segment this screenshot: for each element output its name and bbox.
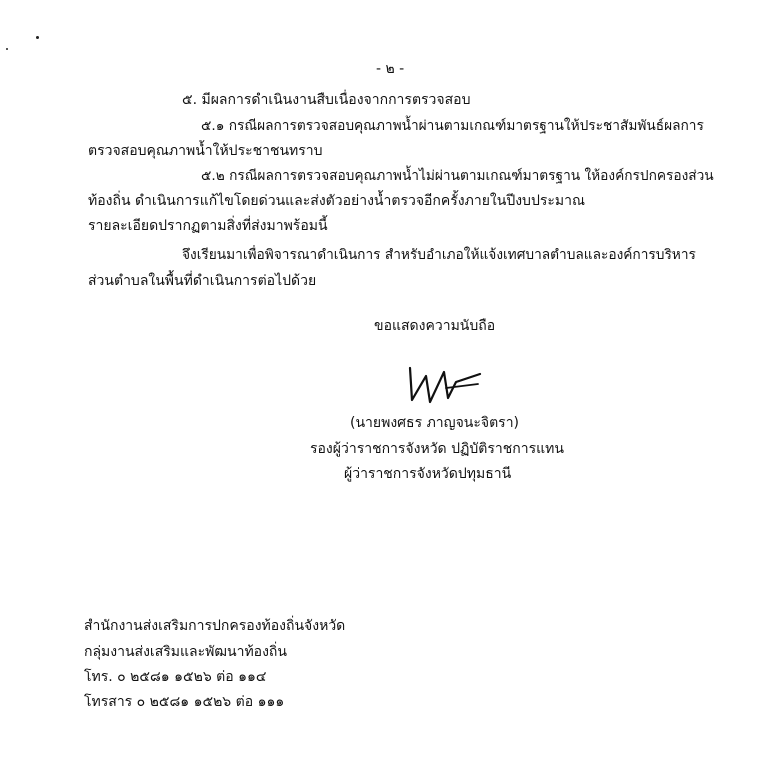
signature-mark bbox=[400, 362, 490, 412]
details-line: รายละเอียดปรากฏตามสิ่งที่ส่งมาพร้อมนี้ bbox=[88, 218, 328, 234]
item-5-2-line-2: ท้องถิ่น ดำเนินการแก้ไขโดยด่วนและส่งตัวอย่างน้ำตรวจอีกครั้งภายในปีงบประมาณ bbox=[88, 193, 585, 209]
item-5-2-line-1: ๕.๒ กรณีผลการตรวจสอบคุณภาพน้ำไม่ผ่านตามเกณฑ์มาตรฐาน ให้องค์กรปกครองส่วน bbox=[201, 168, 714, 184]
scan-speck bbox=[36, 36, 39, 39]
closing-paragraph-line-1: จึงเรียนมาเพื่อพิจารณาดำเนินการ สำหรับอำเภอให้แจ้งเทศบาลตำบลและองค์การบริหาร bbox=[182, 247, 696, 263]
item-5-1-line-1: ๕.๑ กรณีผลการตรวจสอบคุณภาพน้ำผ่านตามเกณฑ์มาตรฐานให้ประชาสัมพันธ์ผลการ bbox=[201, 118, 704, 134]
footer-phone: โทร. ๐ ๒๕๘๑ ๑๕๒๖ ต่อ ๑๑๔ bbox=[84, 669, 267, 685]
item-5-1-line-2: ตรวจสอบคุณภาพน้ำให้ประชาชนทราบ bbox=[88, 143, 323, 159]
footer-fax: โทรสาร ๐ ๒๕๘๑ ๑๕๒๖ ต่อ ๑๑๑ bbox=[84, 694, 285, 710]
scan-speck bbox=[6, 48, 8, 50]
item-5-heading: ๕. มีผลการดำเนินงานสืบเนื่องจากการตรวจสอบ bbox=[182, 92, 471, 108]
signatory-name: (นายพงศธร ภาญจนะจิตรา) bbox=[350, 415, 520, 431]
footer-group: กลุ่มงานส่งเสริมและพัฒนาท้องถิ่น bbox=[84, 644, 287, 660]
footer-office: สำนักงานส่งเสริมการปกครองท้องถิ่นจังหวัด bbox=[84, 618, 346, 634]
signatory-title-line-2: ผู้ว่าราชการจังหวัดปทุมธานี bbox=[344, 466, 512, 482]
closing-paragraph-line-2: ส่วนตำบลในพื้นที่ดำเนินการต่อไปด้วย bbox=[88, 273, 317, 289]
salutation: ขอแสดงความนับถือ bbox=[374, 318, 496, 334]
page-number: - ๒ - bbox=[376, 61, 405, 77]
signatory-title-line-1: รองผู้ว่าราชการจังหวัด ปฏิบัติราชการแทน bbox=[310, 441, 564, 457]
